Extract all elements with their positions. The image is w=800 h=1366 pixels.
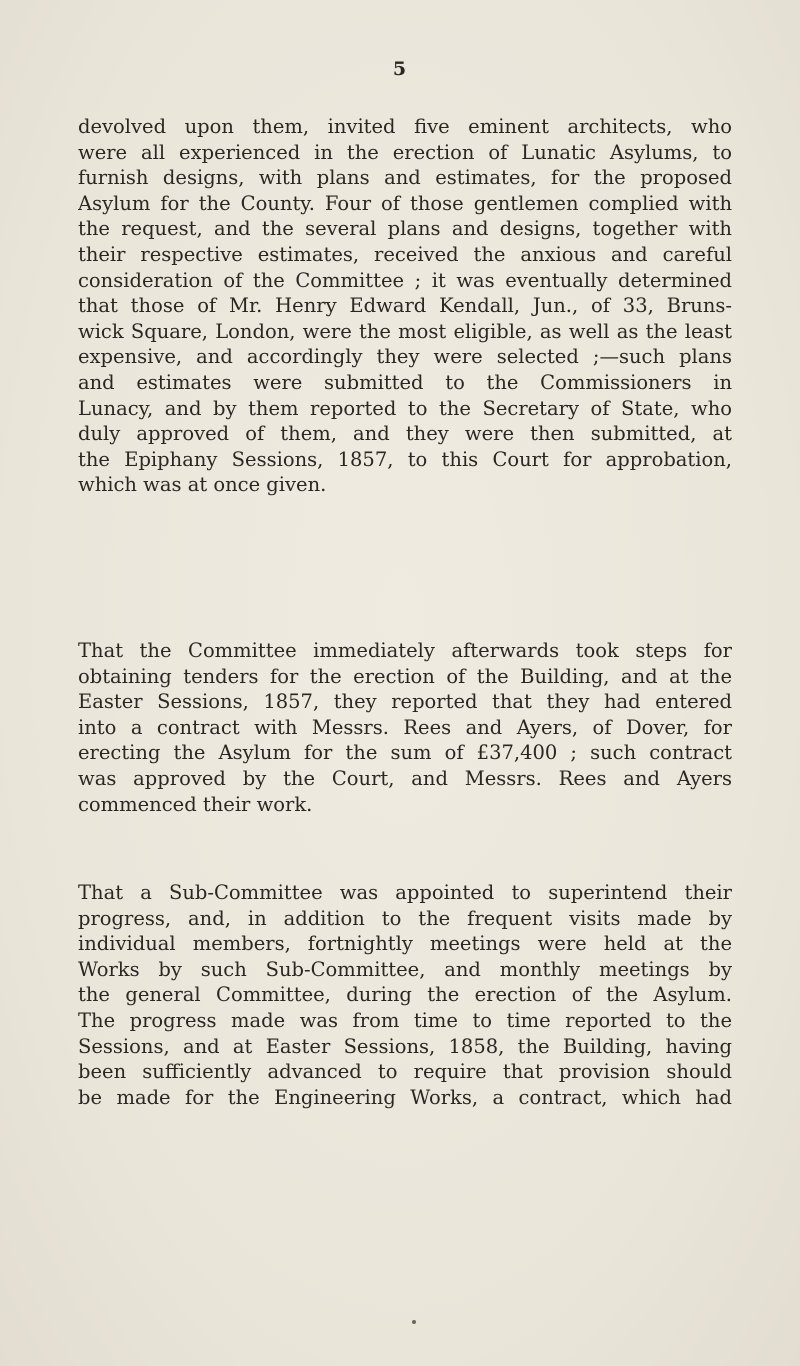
- text-line: expensive, and accordingly they were selected ;—such plans: [78, 345, 732, 369]
- text-line: consideration of the Committee ; it was eventually determined: [78, 268, 732, 292]
- text-line: the general Committee, during the erection of the Asylum.: [78, 983, 732, 1007]
- text-line: individual members, fortnightly meetings were held at the: [78, 932, 732, 956]
- paragraph-3: [78, 880, 732, 1110]
- text-line: which was at once given.: [78, 473, 327, 497]
- text-line: progress, and, in addition to the frequent visits made by: [78, 906, 732, 930]
- text-line: Lunacy, and by them reported to the Secretary of State, who: [78, 396, 732, 420]
- text-line: devolved upon them, invited five eminent architects, who: [78, 115, 732, 138]
- text-line: Easter Sessions, 1857, they reported that they had entered: [78, 690, 732, 714]
- text-line: Works by such Sub-Committee, and monthly meetings by: [78, 957, 732, 981]
- text-line: was approved by the Court, and Messrs. Rees and Ayers: [78, 766, 732, 790]
- text-line: obtaining tenders for the erection of the Building, and at the: [78, 664, 732, 688]
- text-line: the request, and the several plans and designs, together with: [78, 217, 732, 241]
- text-line: The progress made was from time to time reported to the: [78, 1008, 732, 1032]
- text-line: their respective estimates, received the anxious and careful: [78, 242, 732, 266]
- text-line: duly approved of them, and they were then submitted, at: [78, 422, 732, 446]
- text-line: the Epiphany Sessions, 1857, to this Court for approbation,: [78, 447, 732, 471]
- ink-speck: [412, 1320, 416, 1324]
- paragraph-1: [78, 114, 732, 498]
- text-line: Sessions, and at Easter Sessions, 1858, the Building, having: [78, 1034, 732, 1058]
- text-line: That a Sub-Committee was appointed to superintend their: [78, 881, 732, 904]
- text-line: erecting the Asylum for the sum of £37,400 ; such contract: [78, 741, 732, 765]
- text-line: furnish designs, with plans and estimates, for the proposed: [78, 166, 732, 190]
- text-line: and estimates were submitted to the Commissioners in: [78, 370, 732, 394]
- text-line: wick Square, London, were the most eligible, as well as the least: [78, 319, 732, 343]
- text-line: That the Committee immediately afterwards took steps for: [78, 639, 732, 662]
- page-number: 5: [392, 58, 408, 80]
- text-line: that those of Mr. Henry Edward Kendall, Jun., of 33, Bruns-: [78, 294, 732, 318]
- text-line: into a contract with Messrs. Rees and Ayers, of Dover, for: [78, 715, 732, 739]
- paragraph-2: [78, 638, 732, 817]
- text-line: Asylum for the County. Four of those gentlemen complied with: [78, 191, 732, 215]
- text-line: be made for the Engineering Works, a contract, which had: [78, 1085, 732, 1109]
- text-line: were all experienced in the erection of Lunatic Asylums, to: [78, 140, 732, 164]
- text-line: been sufficiently advanced to require that provision should: [78, 1060, 732, 1084]
- text-line: commenced their work.: [78, 792, 313, 816]
